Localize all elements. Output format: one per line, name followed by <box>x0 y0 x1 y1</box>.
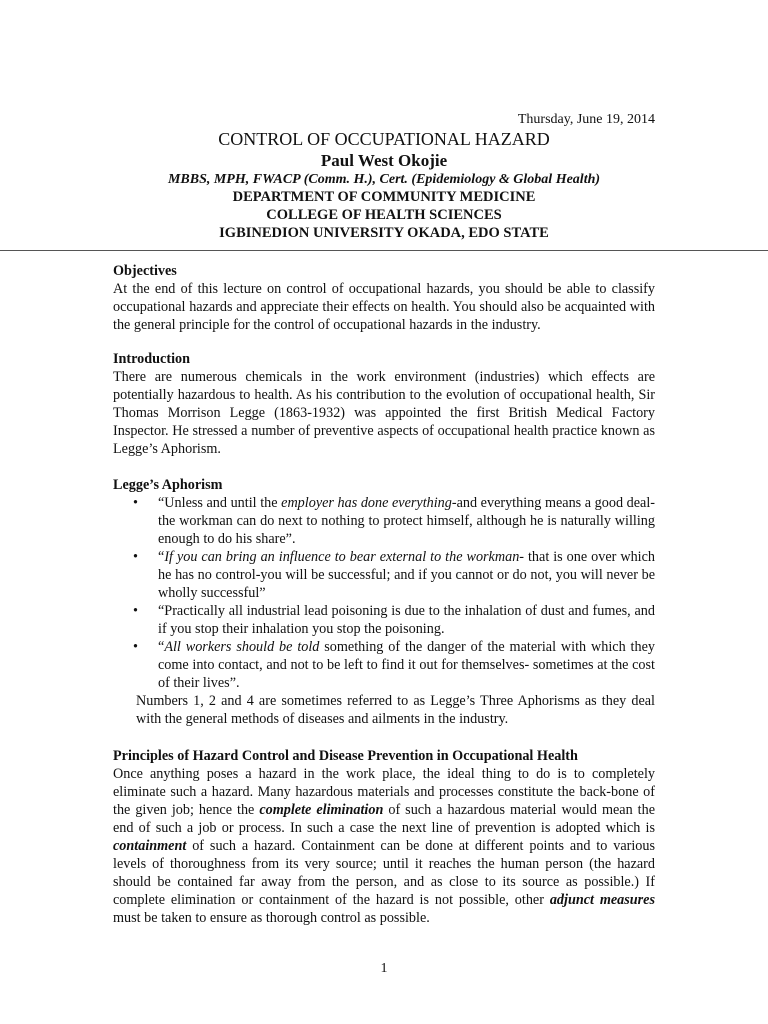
department-name: DEPARTMENT OF COMMUNITY MEDICINE <box>232 189 536 205</box>
principles-section <box>113 747 655 927</box>
document-date: Thursday, June 19, 2014 <box>517 112 655 127</box>
aphorism-summary: Numbers 1, 2 and 4 are sometimes referred to as Legge’s Three Aphorisms as they deal with the general methods of diseases and ailments in the industry. <box>136 693 655 727</box>
aphorism-text: “Practically all industrial lead poisoning is due to the inhalation of dust and fumes, and if you stop their inhalation you stop the poisoning. <box>158 603 655 637</box>
aphorism-emphasis: employer has done everything <box>281 495 452 511</box>
aphorism-heading: Legge’s Aphorism <box>113 477 223 493</box>
objectives-section <box>113 262 655 334</box>
aphorism-emphasis: All workers should be told <box>164 639 320 655</box>
objectives-text: At the end of this lecture on control of occupational hazards, you should be able to classify occupational hazards and appreciate their effects on health. You should also be acquainted with the general principle for the control of occupational hazards in the industry. <box>113 281 655 333</box>
introduction-section <box>113 350 655 458</box>
header-divider <box>0 250 768 251</box>
aphorism-item <box>113 602 655 638</box>
author-credentials: MBBS, MPH, FWACP (Comm. H.), Cert. (Epidemiology & Global Health) <box>167 172 601 187</box>
term-adjunct-measures: adjunct measures <box>549 892 656 908</box>
principles-text-part: must be taken to ensure as thorough control as possible. <box>113 910 430 926</box>
principles-heading: Principles of Hazard Control and Disease Prevention in Occupational Health <box>113 748 578 764</box>
aphorism-text: “Unless and until the <box>158 495 282 511</box>
principles-text <box>113 765 655 927</box>
aphorism-list <box>113 494 655 692</box>
bullet-icon: • <box>133 495 138 511</box>
bullet-icon: • <box>133 549 138 565</box>
term-containment: containment <box>113 838 187 854</box>
author-name: Paul West Okojie <box>320 151 448 170</box>
introduction-text: There are numerous chemicals in the work environment (industries) which effects are potentially hazardous to health. As his contribution to the evolution of occupational health, Sir Thomas Morrison Legge (1863-1932) was appointed the first British Medical Factory Inspector. He stressed a number of preventive aspects of occupational health practice known as Legge’s Aphorism. <box>113 369 655 457</box>
bullet-icon: • <box>133 639 138 655</box>
college-name: COLLEGE OF HEALTH SCIENCES <box>266 207 502 223</box>
aphorism-text: “ <box>158 549 165 565</box>
aphorism-text: “ <box>158 639 165 655</box>
aphorism-item <box>113 638 655 692</box>
university-name: IGBINEDION UNIVERSITY OKADA, EDO STATE <box>219 225 549 241</box>
bullet-icon: • <box>133 603 138 619</box>
term-complete-elimination: complete elimination <box>259 802 384 818</box>
principles-text-part: Once anything poses a hazard in the work place, the ideal thing to do is to completely eliminate such a hazard. Many hazardous materials and processes constitute the back-bone of the given job; hence the <box>113 766 655 818</box>
introduction-heading: Introduction <box>113 351 190 367</box>
aphorism-text: - that is one over which he has no control-you will be successful; and if you cannot or do not, you will never be wholly successful” <box>158 549 655 601</box>
aphorism-text: -and everything means a good deal-the workman can do next to nothing to protect himself, although he is naturally willing enough to do his share”. <box>158 495 656 547</box>
principles-text-part: of such a hazardous material would mean the end of such a job or process. In such a case the next line of prevention is adopted which is <box>113 802 655 836</box>
aphorism-section <box>113 476 655 728</box>
objectives-heading: Objectives <box>113 263 177 279</box>
document-title: CONTROL OF OCCUPATIONAL HAZARD <box>218 129 550 149</box>
aphorism-item <box>113 494 655 548</box>
aphorism-emphasis: If you can bring an influence to bear external to the workman <box>164 549 520 565</box>
aphorism-text: something of the danger of the material with which they come into contact, and not to be left to find it out for themselves- sometimes at the cost of their lives”. <box>158 639 655 691</box>
principles-text-part: of such a hazard. Containment can be done at different points and to various levels of thoroughness from its very source; until it reaches the human person (the hazard should be contained far away from the person, and as close to its source as possible.) If complete elimination or containment of the hazard is not possible, other <box>113 838 655 908</box>
page-number: 1 <box>380 961 388 976</box>
aphorism-item <box>113 548 655 602</box>
